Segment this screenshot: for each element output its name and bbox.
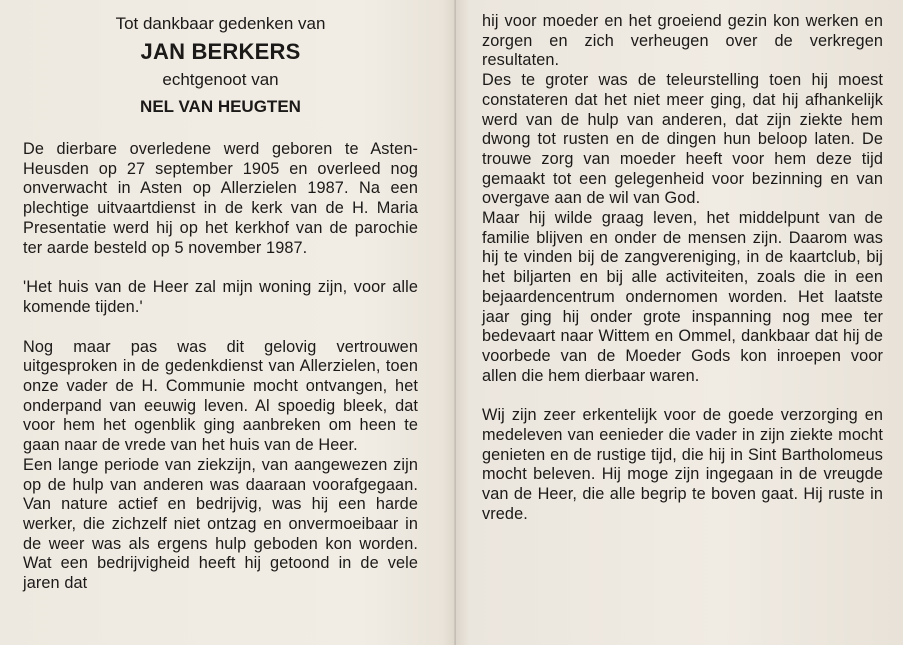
paragraph-quote: 'Het huis van de Heer zal mijn woning zijn, voor alle komende tijden.' <box>23 278 418 316</box>
intro-line: Tot dankbaar gedenken van <box>115 14 326 33</box>
card-header <box>23 12 418 122</box>
paragraph-illness: Een lange periode van ziekzijn, van aangewezen zijn op de hulp van anderen was daaraan voorafgegaan. Van nature actief en bedrijvig, was hij een harde werker, die zichzelf niet ontzag en onvermoeibaar in de weer was als ergens hulp geboden kon worden. Wat een bedrijvigheid heeft hij getoond in de vele jaren dat <box>23 455 418 593</box>
paragraph-gratitude: Wij zijn zeer erkentelijk voor de goede verzorging en medeleven van eenieder die vader in zijn ziekte mocht genieten en de rustige tijd, die hij in Sint Bartholomeus mocht beleven. Hij moge zijn ingegaan in de vreugde van de Heer, die alle begrip te boven gaat. Hij ruste in vrede. <box>482 406 883 523</box>
deceased-name: JAN BERKERS <box>140 39 301 64</box>
spouse-name: NEL VAN HEUGTEN <box>140 97 301 116</box>
paragraph-faith: Nog maar pas was dit gelovig vertrouwen uitgesproken in de gedenkdienst van Allerzielen, toen onze vader de H. Communie mocht ontvangen, het onderpand van eeuwig leven. Al spoedig bleek, dat voor hem het ogenblik ging aanbreken om heen te gaan naar de vrede van het huis van de Heer. <box>23 337 418 455</box>
center-fold <box>454 0 457 645</box>
right-page <box>460 0 903 525</box>
paragraph-life: Maar hij wilde graag leven, het middelpunt van de familie blijven en onder de mensen zijn. Daarom was hij te vinden bij de zangvereniging, in de kaartclub, bij het biljarten en bij alle activiteiten, zoals die in een bejaardencentrum ondernomen worden. Het laatste jaar ging hij onder grote inspanning nog mee ter bedevaart naar Wittem en Ommel, dankbaar dat hij de voorbede van de Moeder Gods kon inroepen voor allen die hem dierbaar waren. <box>482 209 883 385</box>
paragraph-family: hij voor moeder en het groeiend gezin kon werken en zorgen en zich verheugen over de verkregen resultaten. <box>482 12 883 70</box>
left-page <box>0 0 454 594</box>
relation-line: echtgenoot van <box>162 70 279 89</box>
paragraph-biography: De dierbare overledene werd geboren te Asten-Heusden op 27 september 1905 en overleed nog onverwacht in Asten op Allerzielen 1987. Na een plechtige uitvaartdienst in de kerk van de H. Maria Presentatie werd hij op het kerkhof van de parochie ter aarde besteld op 5 november 1987. <box>23 140 418 257</box>
paragraph-disappointment: Des te groter was de teleurstelling toen hij moest constateren dat het niet meer ging, dat hij afhankelijk werd van de hulp van anderen, dat zijn ziekte hem dwong tot rusten en de dingen hun beloop laten. De trouwe zorg van moeder heeft voor hem deze tijd gemaakt tot een gelegenheid voor bezinning en van overgave aan de wil van God. <box>482 71 883 208</box>
